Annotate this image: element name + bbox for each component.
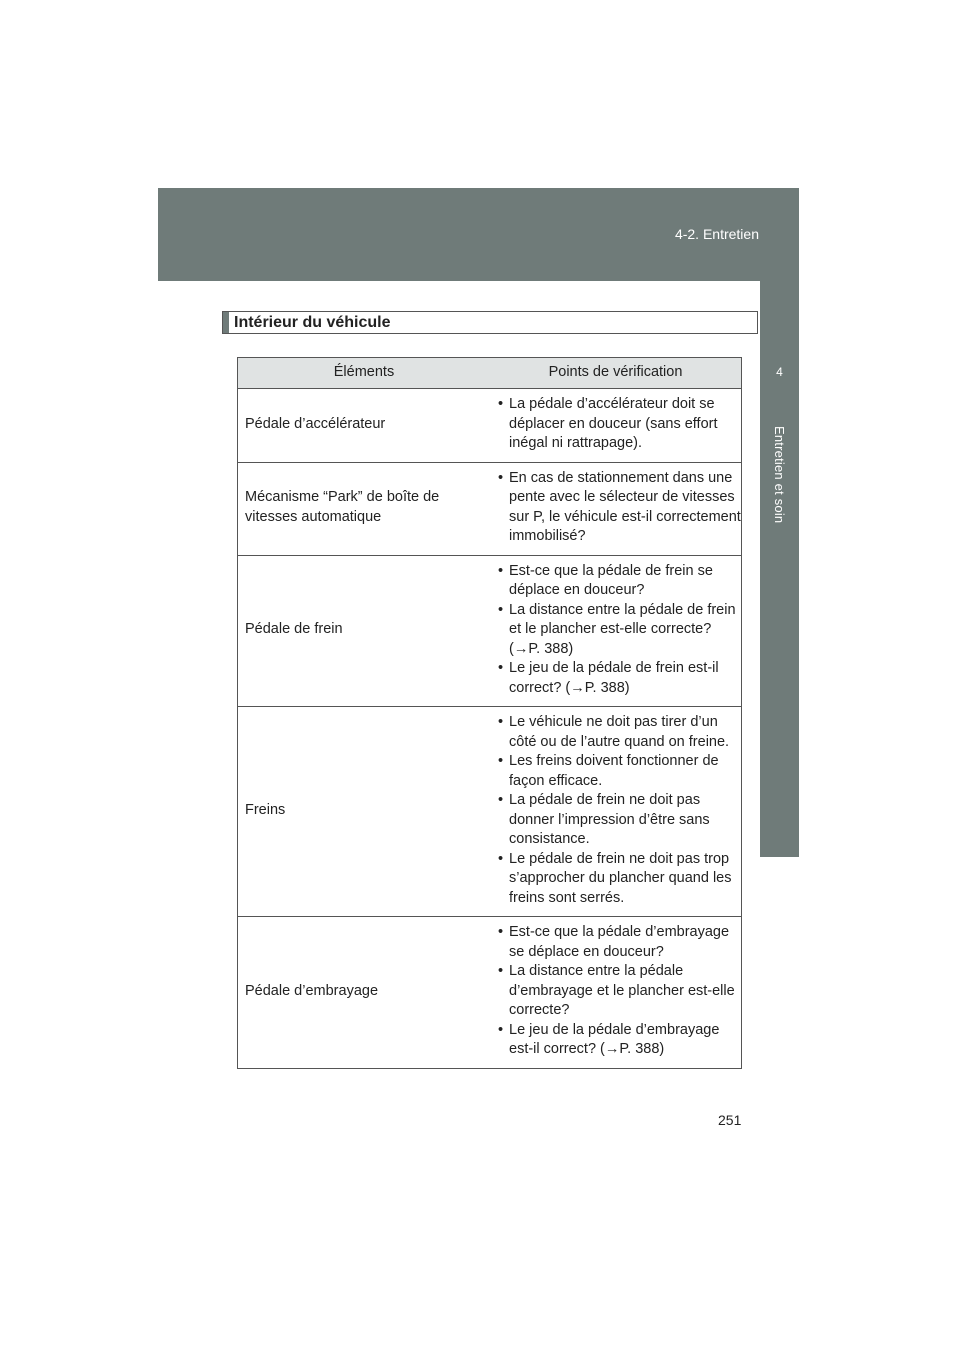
page-number: 251: [718, 1112, 742, 1128]
row-item: Pédale d’accélérateur: [238, 389, 491, 463]
row-points: [490, 389, 742, 463]
check-point: • Le véhicule ne doit pas tirer d’un côté ou de l’autre quand on freine.: [498, 713, 741, 752]
check-point: • En cas de stationnement dans une pente avec le sélecteur de vitesses sur P, le véhicule est-il correctement immobilisé?: [498, 469, 741, 547]
breadcrumb: 4-2. Entretien: [674, 226, 759, 242]
check-point: • Les freins doivent fonctionner de façon efficace.: [498, 752, 741, 791]
check-point: • Le pédale de frein ne doit pas trop s’approcher du plancher quand les freins sont serrés.: [498, 850, 741, 909]
check-point: • La pédale d’accélérateur doit se déplacer en douceur (sans effort inégal ni rattrapage).: [498, 395, 741, 454]
check-point: • Le jeu de la pédale d’embrayage est-il correct? (→P. 388): [498, 1021, 741, 1060]
chapter-title-vertical: Entretien et soin: [772, 426, 787, 524]
chapter-number: 4: [776, 365, 783, 379]
row-points: [490, 917, 742, 1069]
check-point: • La distance entre la pédale d’embrayage et le plancher est-elle correcte?: [498, 962, 741, 1021]
header-check-points: Points de vérification: [490, 358, 742, 389]
row-item: Pédale d’embrayage: [238, 917, 491, 1069]
table-row: [238, 555, 742, 707]
table-header-row: [238, 358, 742, 389]
chapter-header-band: [158, 188, 799, 281]
row-item: Mécanisme “Park” de boîte de vitesses automatique: [238, 462, 491, 555]
section-heading-accent: [223, 312, 229, 333]
check-point: • La pédale de frein ne doit pas donner l’impression d’être sans consistance.: [498, 791, 741, 850]
inspection-table: [237, 357, 742, 1069]
header-elements: Éléments: [238, 358, 491, 389]
row-points: [490, 555, 742, 707]
row-points: [490, 462, 742, 555]
row-points: [490, 707, 742, 917]
section-heading: [222, 311, 758, 334]
table-row: [238, 707, 742, 917]
check-point: • La distance entre la pédale de frein et le plancher est-elle correcte? (→P. 388): [498, 601, 741, 660]
chapter-side-tab: [760, 281, 799, 857]
check-point: • Le jeu de la pédale de frein est-il correct? (→P. 388): [498, 659, 741, 698]
table-row: [238, 917, 742, 1069]
table-row: [238, 462, 742, 555]
table-row: [238, 389, 742, 463]
check-point: • Est-ce que la pédale de frein se déplace en douceur?: [498, 562, 741, 601]
section-title: Intérieur du véhicule: [234, 314, 391, 331]
row-item: Pédale de frein: [238, 555, 491, 707]
row-item: Freins: [238, 707, 491, 917]
check-point: • Est-ce que la pédale d’embrayage se déplace en douceur?: [498, 923, 741, 962]
